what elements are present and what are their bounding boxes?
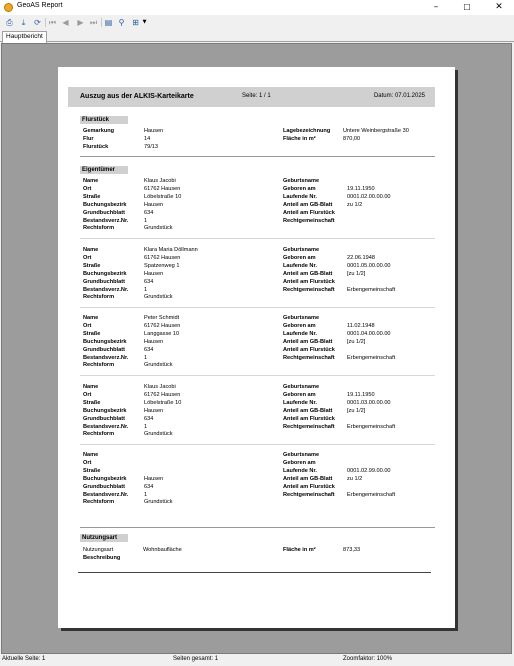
gemarkung-value: Hausen [144,128,164,134]
owner-field-value: Klaus Jacobi [144,384,176,390]
owner-field-label: Straße [83,399,101,406]
owner-field-label: Straße [83,262,101,269]
status-current-page: Aktuelle Seite: 1 [2,656,46,662]
owner-field-value: Grundstück [144,225,173,232]
refresh-icon[interactable]: ⟳ [34,18,41,27]
owner-field-value: 634 [144,278,154,285]
owner-field-value: 11.02.1948 [347,322,375,329]
owner-field-label: Grundbuchblatt [83,483,125,490]
owner-field-label: Ort [83,254,92,261]
owner-field-label: Geburtsname [283,452,320,458]
owner-field-value: 634 [144,415,154,422]
owner-field-label: Ort [83,322,92,329]
owner-field-value: zu 1/2 [347,201,363,208]
owner-field-label: Name [83,315,99,321]
title-bar [0,0,514,15]
owner-field-value: Grundstück [144,362,173,369]
owner-field-value: Hausen [144,338,164,345]
section-title-nutzungsart: Nutzungsart [80,534,128,542]
owner-field-label: Name [83,384,99,390]
owner-field-label: Laufende Nr. [283,262,317,269]
nutzungsart-flaeche-value: 873,33 [343,547,361,553]
owner-field-label: Ort [83,391,92,398]
next-page-icon[interactable]: ▶ [77,18,84,27]
flurstueck-label: Flurstück [83,144,109,150]
owner-field-label: Grundbuchblatt [83,209,125,216]
owner-field-value: 1 [144,286,148,293]
print-icon[interactable]: ⎙ [6,18,13,27]
owner-field-label: Geboren am [283,185,316,192]
owner-field-value: Grundstück [144,431,173,438]
owner-field-value: Spatzenweg 1 [144,262,180,269]
status-total-pages: Seiten gesamt: 1 [173,656,219,662]
owner-field-value: Erbengemeinschaft [347,423,396,430]
owner-field-value: Erbengemeinschaft [347,286,396,293]
owner-field-value: 1 [144,354,148,361]
owner-field-label: Anteil am Flurstück [283,278,335,285]
owner-field-label: Anteil am Flurstück [283,209,335,216]
owner-field-value: 61762 Hausen [144,322,181,329]
owner-field-label: Geburtsname [283,178,320,184]
toolbar-separator [101,18,102,27]
window-title: GeoAS Report [17,2,63,9]
first-page-icon[interactable]: ⏮ [48,18,57,27]
owner-field-label: Buchungsbezirk [83,270,127,277]
close-button[interactable]: ✕ [495,2,503,12]
owner-field-label: Grundbuchblatt [83,415,125,422]
zoom-dropdown-icon[interactable]: ▼ [142,19,147,25]
app-icon [4,3,13,12]
owner-field-label: Rechtsform [83,225,115,232]
maximize-button[interactable]: ☐ [463,3,471,12]
flaeche-label: Fläche in m² [283,136,316,142]
owner-field-value: Erbengemeinschaft [347,354,396,361]
owner-field-value: 19.11.1950 [347,391,375,398]
owner-field-value: [zu 1/2] [347,407,366,414]
owner-field-value: 0001.03.00.00.00 [347,399,391,406]
owner-field-label: Anteil am GB-Blatt [283,338,333,345]
owner-field-value: 0001.05.00.00.00 [347,262,391,269]
owner-divider [80,238,435,239]
search-icon[interactable]: ⚲ [118,18,125,27]
tab-hauptbericht[interactable]: Hauptbericht [2,31,47,43]
owner-field-value: 634 [144,483,154,490]
flur-value: 14 [144,136,151,142]
owner-field-value: 61762 Hausen [144,254,181,261]
owner-divider [80,307,435,308]
report-date: Datum: 07.01.2025 [373,93,425,99]
owner-field-label: Ort [83,459,92,466]
owner-field-label: Geburtsname [283,384,320,390]
nutzungsart-value: Wohnbaufläche [143,547,182,553]
owner-field-label: Anteil am GB-Blatt [283,407,333,414]
owner-field-label: Laufende Nr. [283,193,317,200]
section-title-eigentuemer: Eigentümer [80,166,128,174]
owner-field-value: 22.06.1948 [347,254,375,261]
owner-field-label: Geboren am [283,459,316,466]
owner-field-label: Anteil am Flurstück [283,483,335,490]
owner-field-label: Rechtgemeinschaft [283,217,335,224]
prev-page-icon[interactable]: ◀ [62,18,69,27]
owner-field-label: Bestandsverz.Nr. [83,354,129,361]
gemarkung-label: Gemarkung [83,128,115,134]
owner-field-label: Straße [83,193,101,200]
report-title: Auszug aus der ALKIS-Karteikarte [80,93,194,100]
toolbar-separator [45,18,46,27]
owner-field-value: 0001.02.99.00.00 [347,467,391,474]
owner-field-value: 0001.02.00.00.00 [347,193,391,200]
owner-field-value: [zu 1/2] [347,338,366,345]
tab-strip [0,30,514,42]
beschreibung-label: Beschreibung [83,555,121,561]
nutzungsart-label: Nutzungsart [83,547,114,553]
flur-label: Flur [83,136,94,142]
owner-field-value: Hausen [144,270,164,277]
owner-field-value: 634 [144,346,154,353]
section-divider [80,527,435,528]
owner-field-value: [zu 1/2] [347,270,366,277]
owner-field-label: Buchungsbezirk [83,338,127,345]
report-header [68,87,435,107]
owner-field-value: Hausen [144,201,164,208]
owner-field-value: Grundstück [144,294,173,301]
owner-field-label: Rechtsform [83,362,115,369]
page-setup-icon[interactable]: ▤ [104,18,113,27]
owner-field-label: Laufende Nr. [283,399,317,406]
owner-divider [80,444,435,445]
owner-field-label: Rechtsform [83,499,115,506]
owner-field-value: Grundstück [144,499,173,506]
owner-field-label: Anteil am Flurstück [283,415,335,422]
owner-field-label: Rechtgemeinschaft [283,354,335,361]
export-icon[interactable]: ⤓ [21,18,26,27]
owner-field-value: 634 [144,209,154,216]
owner-field-label: Rechtsform [83,431,115,438]
section-divider [80,156,435,157]
section-divider [78,572,431,573]
nutzungsart-flaeche-label: Fläche in m² [283,547,316,553]
owner-field-value: Hausen [144,475,164,482]
owner-field-label: Grundbuchblatt [83,278,125,285]
owner-field-label: Rechtgemeinschaft [283,423,335,430]
owner-field-value: zu 1/2 [347,475,363,482]
last-page-icon[interactable]: ⏭ [89,18,98,27]
owner-field-label: Name [83,178,99,184]
owner-field-label: Geboren am [283,391,316,398]
owner-field-value: Langgasse 10 [144,330,180,337]
owner-field-label: Geboren am [283,322,316,329]
toolbar [0,15,514,30]
owner-field-value: Löbelstraße 10 [144,193,182,200]
flurstueck-value: 79/13 [144,144,158,150]
owner-field-label: Anteil am GB-Blatt [283,270,333,277]
owner-field-value: Hausen [144,407,164,414]
owner-field-value: Erbengemeinschaft [347,491,396,498]
owner-field-label: Bestandsverz.Nr. [83,491,129,498]
owner-field-label: Geburtsname [283,247,320,253]
lagebezeichnung-value: Untere Weinbergstraße 30 [343,128,409,134]
owner-field-label: Straße [83,467,101,474]
owner-field-label: Name [83,452,99,458]
owner-field-label: Buchungsbezirk [83,407,127,414]
owner-field-label: Buchungsbezirk [83,201,127,208]
section-title-flurstueck: Flurstück [80,116,128,124]
owner-field-label: Bestandsverz.Nr. [83,286,129,293]
owner-field-label: Laufende Nr. [283,330,317,337]
owner-field-label: Geburtsname [283,315,320,321]
owner-field-value: 1 [144,423,148,430]
owner-field-label: Bestandsverz.Nr. [83,423,129,430]
owner-field-value: Löbelstraße 10 [144,399,182,406]
owner-field-label: Laufende Nr. [283,467,317,474]
minimize-button[interactable]: – [433,2,439,12]
owner-field-label: Buchungsbezirk [83,475,127,482]
owner-field-value: 61762 Hausen [144,391,181,398]
report-page [58,67,455,628]
owner-field-label: Grundbuchblatt [83,346,125,353]
report-page-number: Seite: 1 / 1 [242,93,271,99]
owner-field-value: 19.11.1950 [347,185,375,192]
owner-field-value: 1 [144,491,148,498]
owner-field-label: Rechtsform [83,294,115,301]
owner-field-value: Klaus Jacobi [144,178,176,184]
zoom-icon[interactable]: ⊞ [132,18,139,27]
owner-field-label: Ort [83,185,92,192]
owner-field-label: Rechtgemeinschaft [283,286,335,293]
owner-field-label: Bestandsverz.Nr. [83,217,129,224]
owner-field-value: Peter Schmidt [144,315,180,321]
owner-field-label: Straße [83,330,101,337]
owner-field-value: 61762 Hausen [144,185,181,192]
owner-field-value: 1 [144,217,148,224]
owner-field-value: Klara Maria Döllmann [144,247,198,253]
status-zoom: Zoomfaktor: 100% [343,656,393,662]
lagebezeichnung-label: Lagebezeichnung [283,128,331,134]
owner-field-value: 0001.04.00.00.00 [347,330,391,337]
owner-field-label: Rechtgemeinschaft [283,491,335,498]
owner-field-label: Name [83,247,99,253]
owner-divider [80,375,435,376]
owner-field-label: Anteil am Flurstück [283,346,335,353]
owner-field-label: Anteil am GB-Blatt [283,475,333,482]
flaeche-value: 870,00 [343,136,361,142]
owner-field-label: Anteil am GB-Blatt [283,201,333,208]
owner-field-label: Geboren am [283,254,316,261]
